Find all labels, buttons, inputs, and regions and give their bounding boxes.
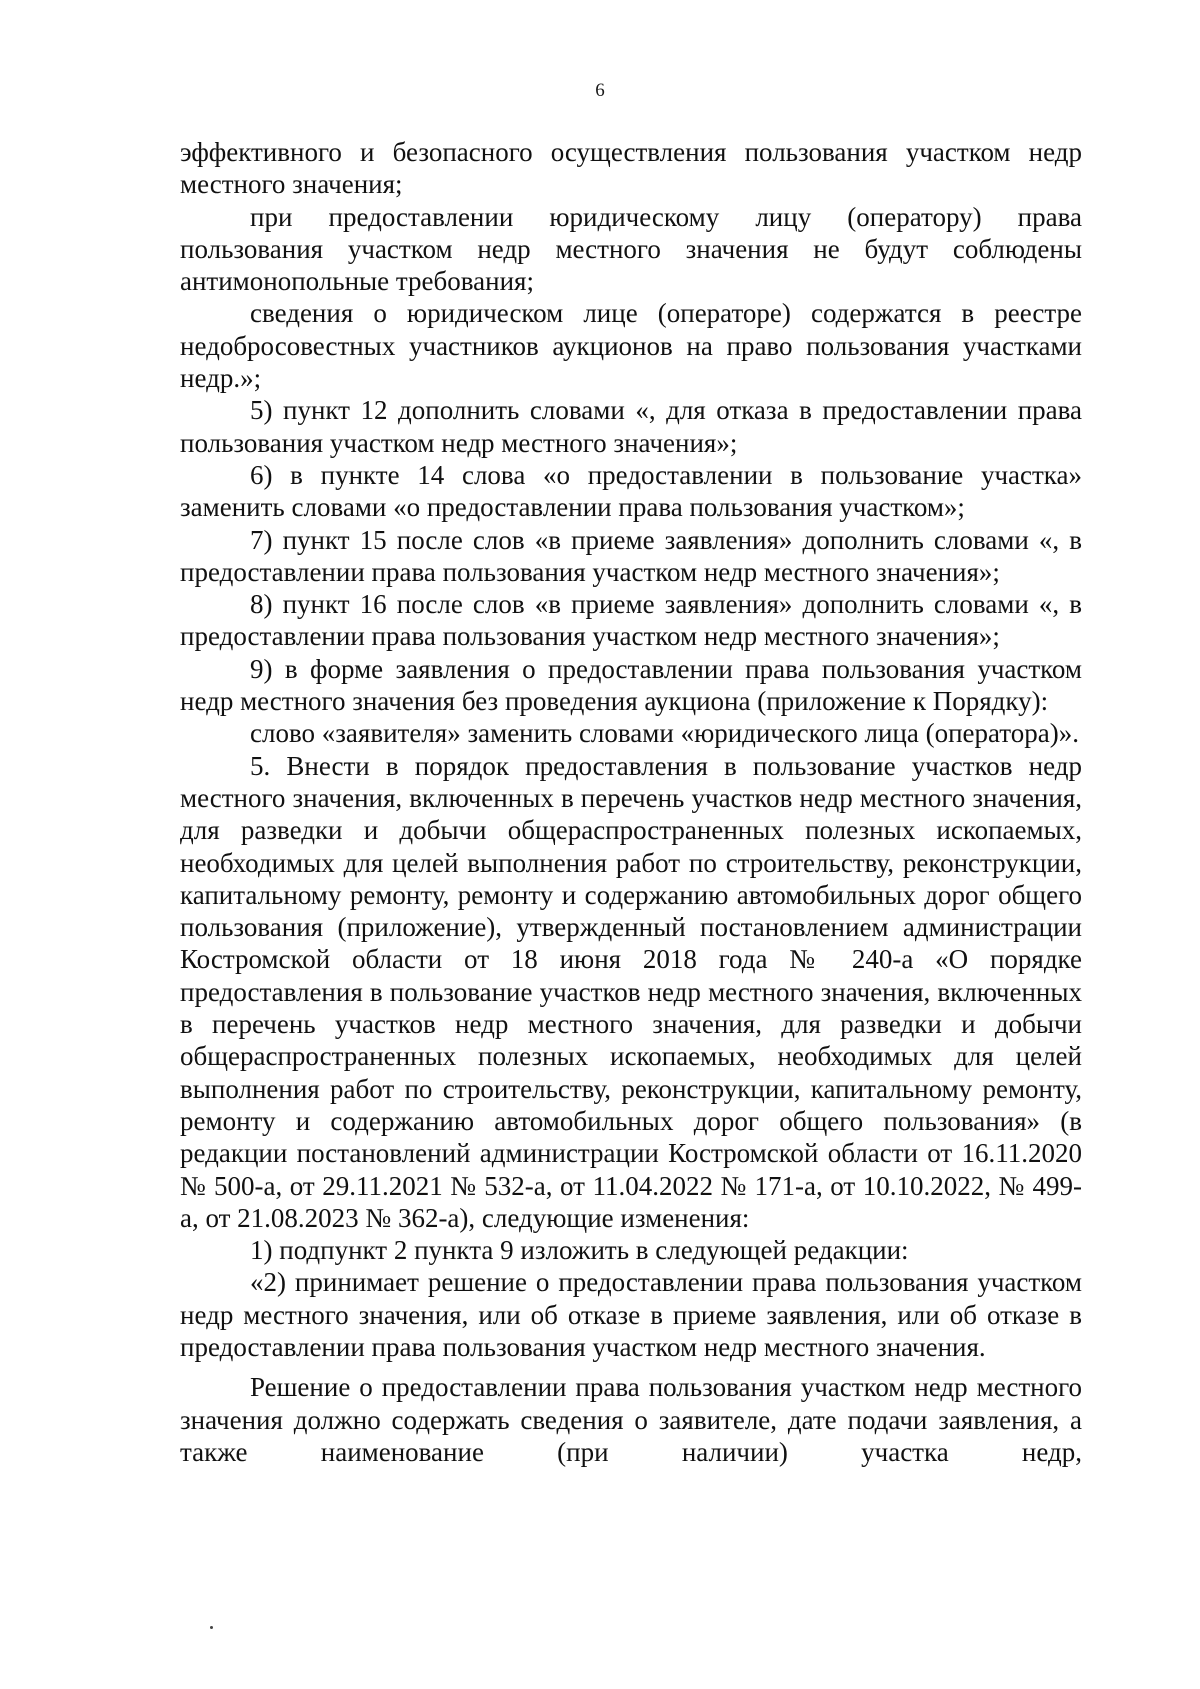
paragraph-section-5: 5. Внести в порядок предоставления в пользование участков недр местного значения, включенных в перечень участков недр местного значения, для разведки и добычи общераспространенных полезных ископаемых, необходимых для целей выполнения работ по строительству, реконструкции, капитальному ремонту, ремонту и содержанию автомобильных дорог общего пользования (приложение), утвержденный постановлением администрации Костромской области от 18 июня 2018 года № 240-а «О порядке предоставления в пользование участков недр местного значения, включенных в перечень участков недр местного значения, для разведки и добычи общераспространенных полезных ископаемых, необходимых для целей выполнения работ по строительству, реконструкции, капитальному ремонту, ремонту и содержанию автомобильных дорог общего пользования» (в редакции постановлений администрации Костромской области от 16.11.2020 № 500-а, от 29.11.2021 № 532-а, от 11.04.2022 № 171-а, от 10.10.2022, № 499-а, от 21.08.2023 № 362-а), следующие изменения: xyxy=(180,750,1082,1233)
paragraph-decision: Решение о предоставлении права пользования участком недр местного значения должно содержать сведения о заявителе, дате подачи заявления, а также наименование (при наличии) участка недр, xyxy=(180,1372,1082,1467)
paragraph-subitem-1: 1) подпункт 2 пункта 9 изложить в следующей редакции: xyxy=(250,1235,909,1266)
paragraph-registry: сведения о юридическом лице (операторе) содержатся в реестре недобросовестных участников аукционов на право пользования участками недр.»; xyxy=(180,298,1082,394)
paragraph-quoted-item-2: «2) принимает решение о предоставлении права пользования участком недр местного значения, или об отказе в приеме заявления, или об отказе в предоставлении права пользования участком недр местного значения. xyxy=(180,1267,1082,1362)
paragraph-item-6: 6) в пункте 14 слова «о предоставлении в пользование участка» заменить словами «о предоставлении права пользования участком»; xyxy=(180,459,1082,523)
page-number: 6 xyxy=(595,80,605,101)
paragraph-item-5: 5) пункт 12 дополнить словами «, для отказа в предоставлении права пользования участком недр местного значения»; xyxy=(180,395,1082,458)
paragraph-antimonopoly: при предоставлении юридическому лицу (оператору) права пользования участком недр местного значения не будут соблюдены антимонопольные требования; xyxy=(180,201,1082,297)
paragraph-replace-word: слово «заявителя» заменить словами «юридического лица (оператора)». xyxy=(250,718,1079,749)
scan-artifact-dot xyxy=(210,1626,213,1629)
paragraph-continuation: эффективного и безопасного осуществления пользования участком недр местного значения; xyxy=(180,137,1082,200)
paragraph-item-9: 9) в форме заявления о предоставлении права пользования участком недр местного значения без проведения аукциона (приложение к Порядку): xyxy=(180,653,1082,717)
document-body xyxy=(180,136,1082,1468)
paragraph-item-8: 8) пункт 16 после слов «в приеме заявления» дополнить словами «, в предоставлении права пользования участком недр местного значения»; xyxy=(180,589,1082,652)
paragraph-item-7: 7) пункт 15 после слов «в приеме заявления» дополнить словами «, в предоставлении права пользования участком недр местного значения»; xyxy=(180,524,1082,587)
